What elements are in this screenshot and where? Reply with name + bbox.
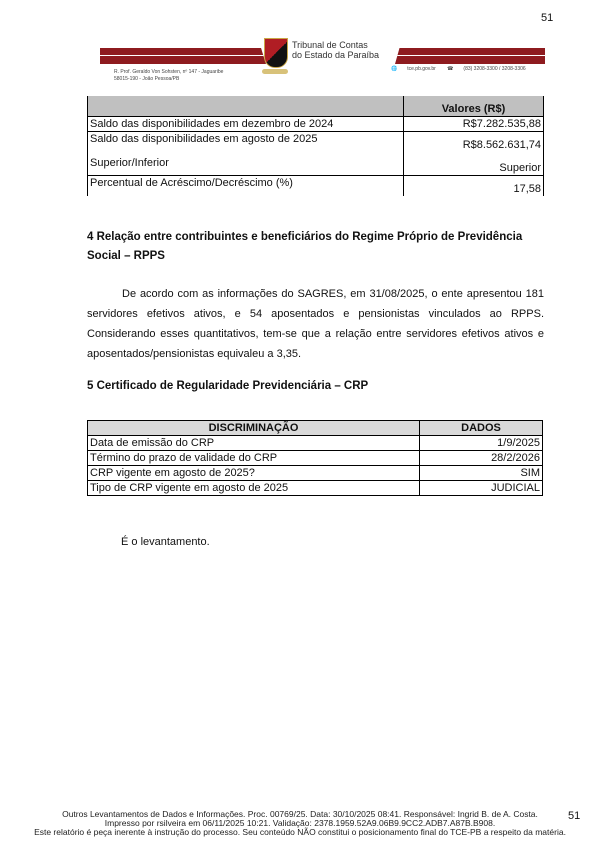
crp-table [87, 420, 543, 496]
closing-statement: É o levantamento. [121, 536, 210, 548]
footer [0, 810, 600, 837]
letterhead [100, 38, 545, 93]
phone-icon: ☎ [447, 66, 454, 72]
crest-ribbon-icon [262, 69, 288, 74]
table-row: Saldo das disponibilidades em dezembro de 2024 R$7.282.535,88 [88, 117, 544, 132]
table-row: Superior/Inferior Superior [88, 152, 544, 176]
section-4-paragraph: De acordo com as informações do SAGRES, em 31/08/2025, o ente apresentou 181 servidores efetivos ativos, e 54 aposentados e pensionistas vinculados ao RPPS. Considerando esses quantitativos, tem-se que a relação entre servidores efetivos ativos e aposentados/pensionistas equivaleu a 3,35. [87, 288, 544, 360]
table-header-row [88, 421, 543, 436]
page-number-bottom: 51 [568, 810, 581, 822]
org-contact [391, 66, 536, 72]
table-row: Saldo das disponibilidades em agosto de 2025 R$8.562.631,74 [88, 132, 544, 153]
header-band-left [100, 48, 266, 64]
table-row: Tipo de CRP vigente em agosto de 2025 JUDICIAL [88, 481, 543, 496]
crest-logo-icon [264, 38, 288, 68]
website: tce.pb.gov.br [407, 66, 436, 72]
page-number-top: 51 [541, 12, 554, 24]
org-address: R. Prof. Geraldo Von Sohsten, nº 147 - Jaguaribe 58015-190 - João Pessoa/PB [114, 69, 224, 82]
table-row: Término do prazo de validade do CRP 28/2/2026 [88, 451, 543, 466]
balances-table [87, 96, 544, 196]
footer-line-2: Impresso por rsilveira em 06/11/2025 10:21. Validação: 2378.1959.52A9.06B9.9CC2.ADB7.A87B.B908. [104, 818, 496, 828]
section-5-heading: 5 Certificado de Regularidade Previdenciária – CRP [87, 380, 369, 392]
table-header-row [88, 96, 544, 117]
footer-line-3: Este relatório é peça inerente à instrução do processo. Seu conteúdo NÃO constitui o posicionamento final do TCE-PB a respeito da matéria. [34, 827, 566, 837]
header-band-right [395, 48, 545, 64]
section-4-heading: 4 Relação entre contribuintes e beneficiários do Regime Próprio de Previdência Social – RPPS [87, 231, 523, 262]
phone: (83) 3208-3300 / 3208-3306 [463, 66, 526, 72]
column-header-values: Valores (R$) [404, 96, 544, 117]
column-header-discriminacao: DISCRIMINAÇÃO [88, 421, 420, 436]
globe-icon: 🌐 [391, 66, 398, 72]
table-row: CRP vigente em agosto de 2025? SIM [88, 466, 543, 481]
org-name: Tribunal de Contas do Estado da Paraíba [292, 40, 380, 60]
footer-line-1: Outros Levantamentos de Dados e Informações. Proc. 00769/25. Data: 30/10/2025 08:41. Responsável: Ingrid B. de A. Costa. [62, 809, 538, 819]
table-row: Data de emissão do CRP 1/9/2025 [88, 436, 543, 451]
table-row: Percentual de Acréscimo/Decréscimo (%) 17,58 [88, 176, 544, 197]
column-header-dados: DADOS [420, 421, 543, 436]
